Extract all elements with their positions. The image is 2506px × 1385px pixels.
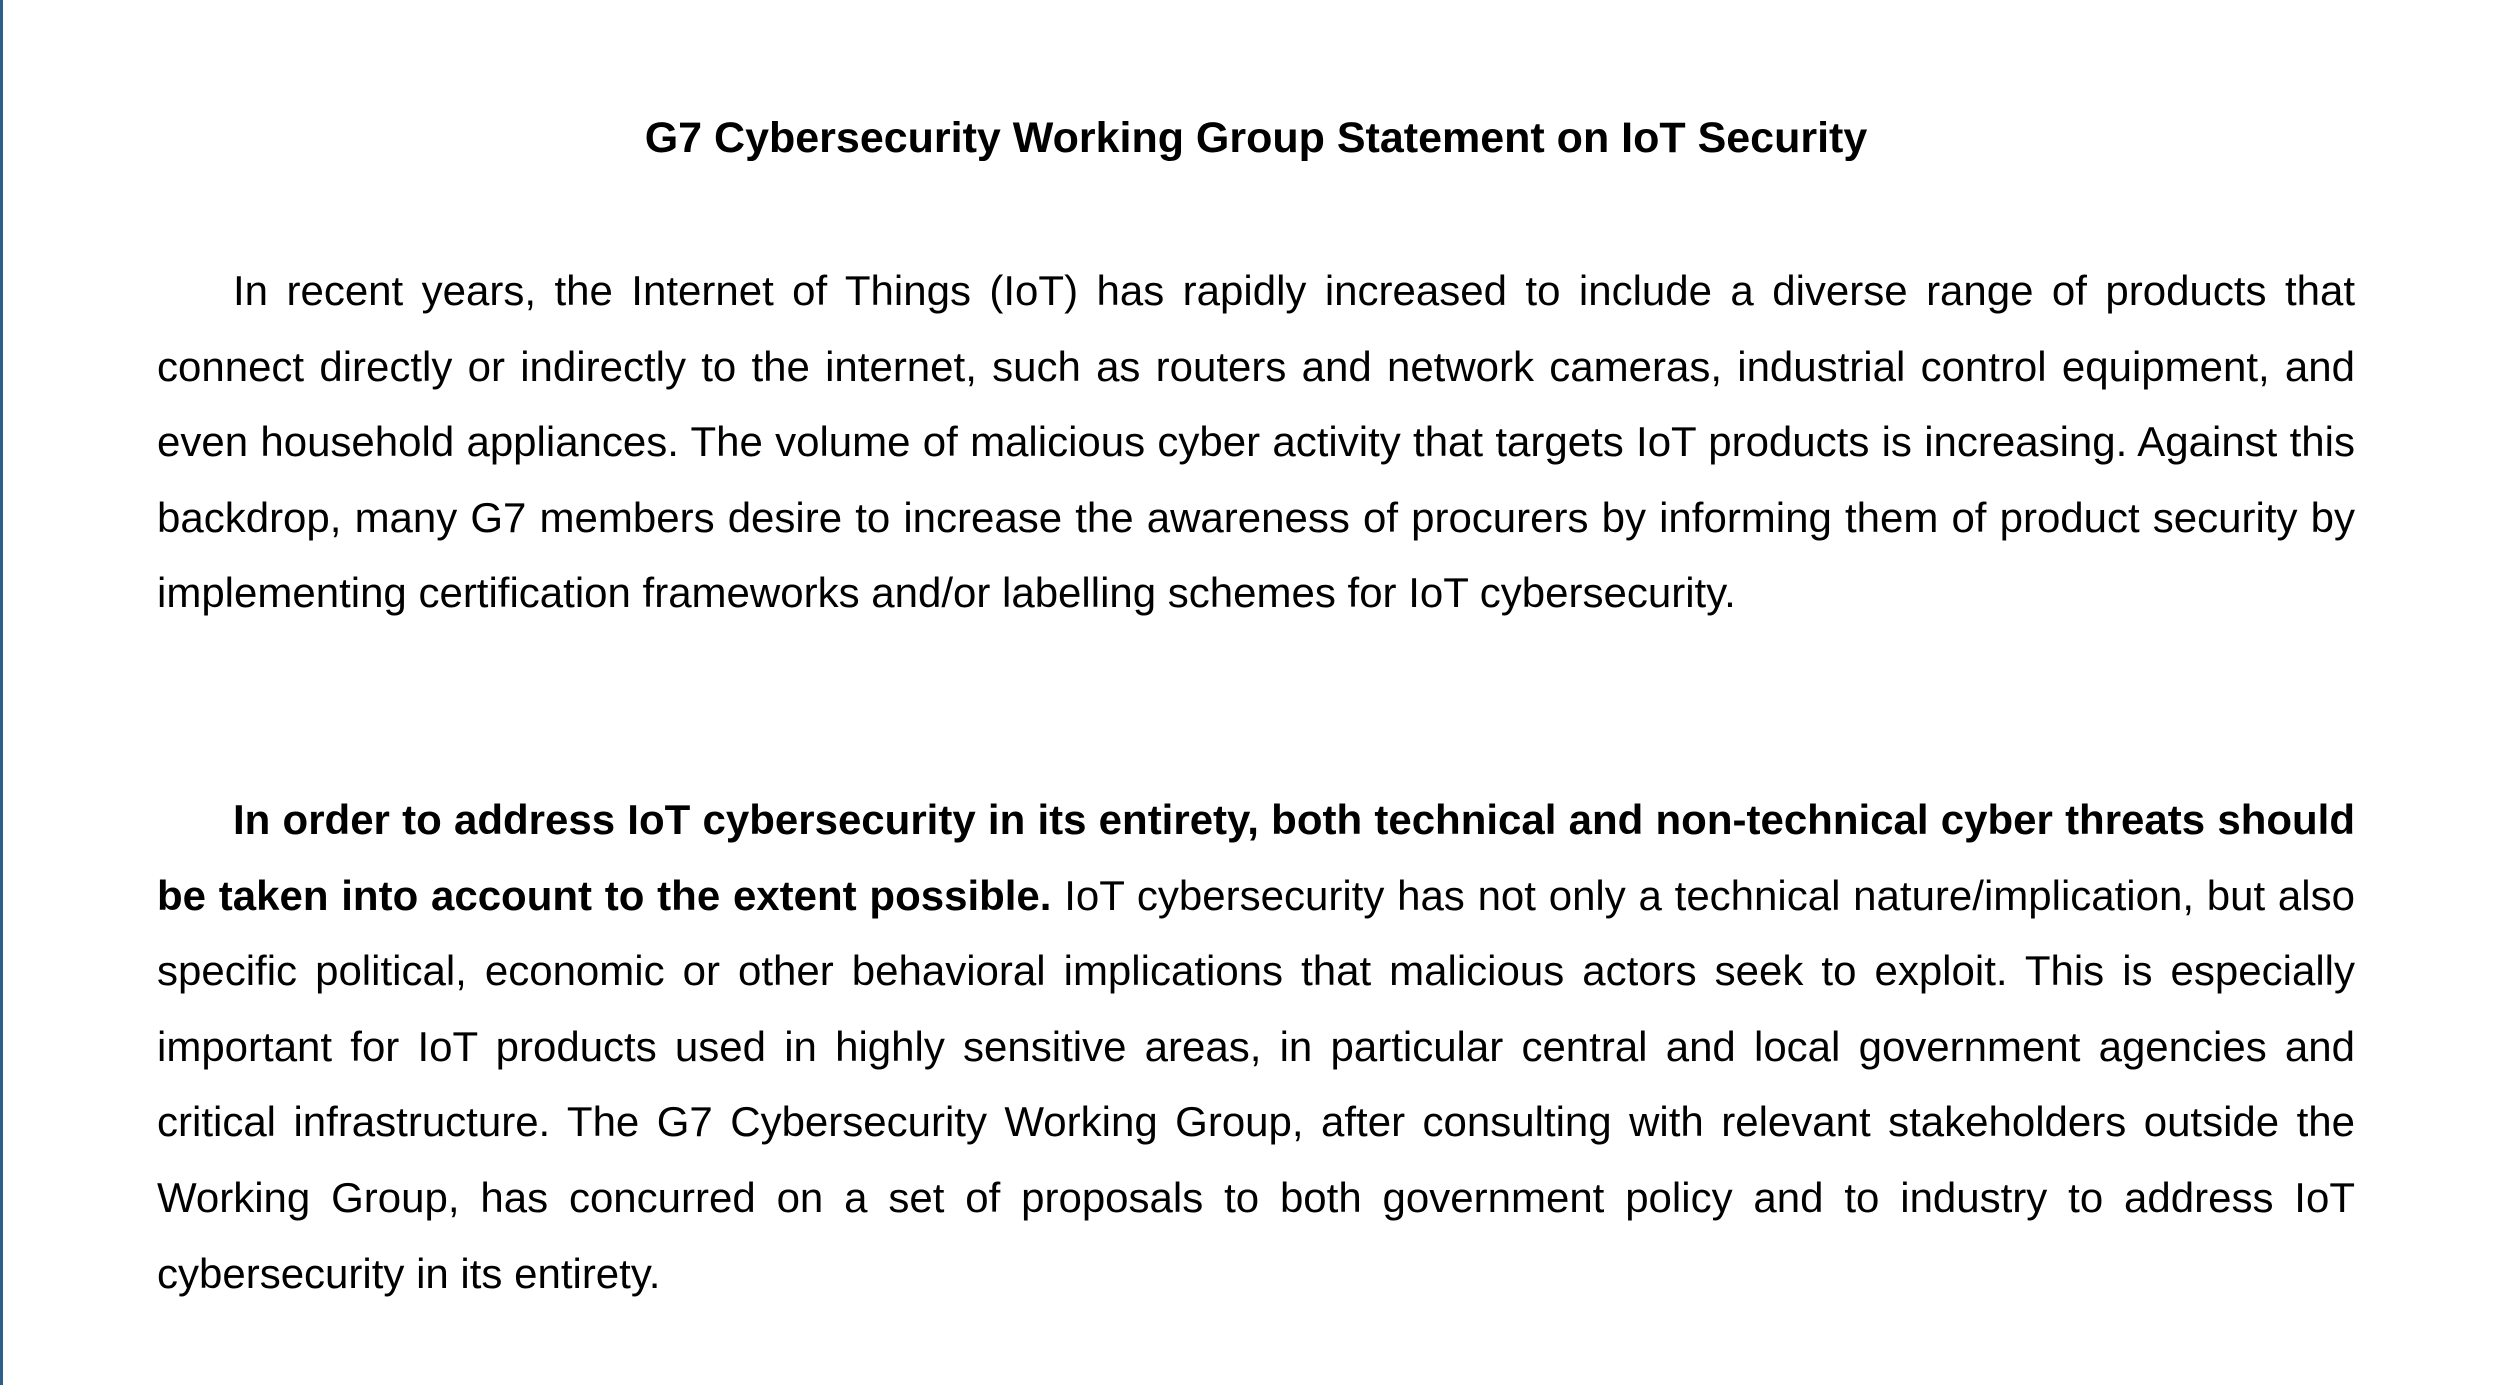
paragraph-scope-lead: In order to address IoT cybersecurity in its entirety, both technical and non-technical cyber threats should be taken into account to the extent possible. xyxy=(157,796,2355,919)
paragraph-intro-text: In recent years, the Internet of Things (IoT) has rapidly increased to include a diverse range of products that connect directly or indirectly to the internet, such as routers and network cameras, industrial control equipment, and even household appliances. The volume of malicious cyber activity that targets IoT products is increasing. Against this backdrop, many G7 members desire to increase the awareness of procurers by informing them of product security by implementing certification frameworks and/or labelling schemes for IoT cybersecurity. xyxy=(157,267,2355,617)
paragraph-scope-text: IoT cybersecurity has not only a technical nature/implication, but also specific political, economic or other behavioral implications that malicious actors seek to exploit. This is especially important for IoT products used in highly sensitive areas, in particular central and local government agencies and critical infrastructure. The G7 Cybersecurity Working Group, after consulting with relevant stakeholders outside the Working Group, has concurred on a set of proposals to both government policy and to industry to address IoT cybersecurity in its entirety. xyxy=(157,871,2355,1297)
document-title: G7 Cybersecurity Working Group Statement on IoT Security xyxy=(644,114,1868,162)
paragraph-scope xyxy=(157,782,2355,1311)
paragraph-intro xyxy=(157,253,2355,631)
